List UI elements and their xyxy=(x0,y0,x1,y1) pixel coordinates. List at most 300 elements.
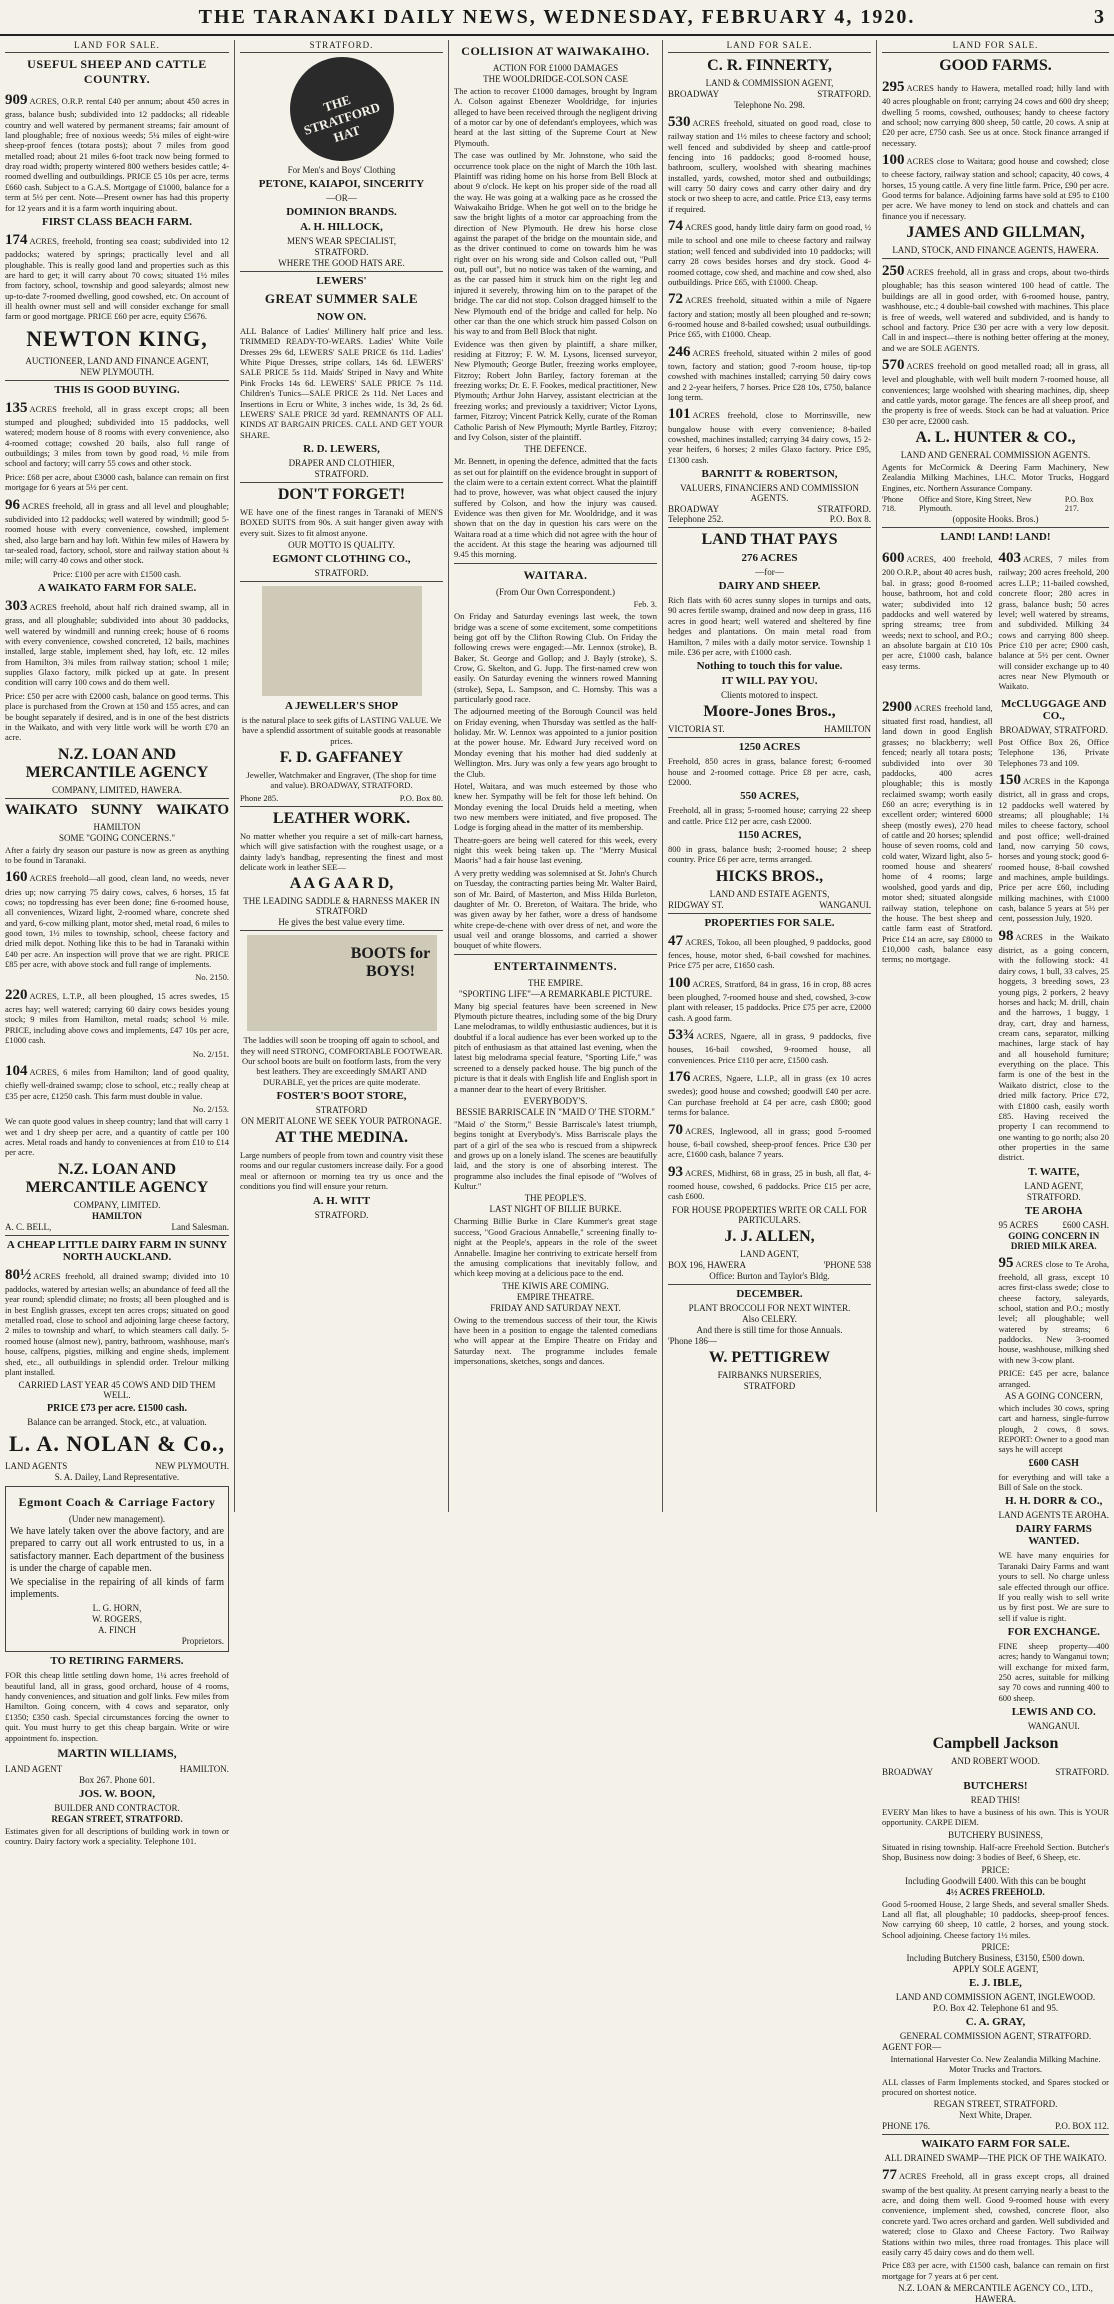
agent-name: E. J. IBLE, xyxy=(969,1976,1022,1989)
hand-illustration xyxy=(262,586,422,696)
listing-text: ACRES Freehold, all in grass except crops, all drained swamp of the best quality. At present carrying nearly a beast to the acre, and doing them well. Good 9-roomed house with every convenience, implement shed, cowshed, concrete floor, also concrete yard. Two acres orchard and garden. Well subdivided and watered; close to Glaxo and Cheese Factory. Two Railway Stations within two miles, three road frontages. This place will easily carry 45 dairy cows and do them well. xyxy=(882,2171,1109,2257)
ad-text: Rich flats with 60 acres sunny slopes in turnips and oats, 90 acres fertile swamp, drained and now deep in grass, 116 acres in good heart; well watered and sheltered by fine hedges and plantations. On main metal road from Hamilton, 7 miles with a daily motor service. Township 1 mile. £36 per acre, with £1000 cash. xyxy=(668,595,871,657)
proprietor: A. FINCH xyxy=(97,1625,136,1636)
agent-subtitle: COMPANY, LIMITED. xyxy=(73,1199,161,1210)
ref-number: No. 2150. xyxy=(195,972,229,983)
lot-number: 160 xyxy=(5,869,28,886)
lot-number: 570 xyxy=(882,357,905,373)
ad-text: —OR— xyxy=(326,193,357,203)
agent-line: BROADWAY STRATFORD. xyxy=(668,504,871,515)
ad-text: EVERY Man likes to have a business of his own. This is YOUR opportunity. CARPE DIEM. xyxy=(882,1807,1109,1828)
agent-place: STRATFORD. xyxy=(314,247,369,257)
listing xyxy=(5,1266,229,1378)
listing-text: ACRES, freehold, fronting sea coast; subdivided into 12 paddocks; watered by springs; practically level and all ploughable. This is really good land and properties such as this are hard to get; it will carry about 70 cows; situated 1½ miles from factory, school, township and good saleyards; almost new up-to-date 7-roomed dwelling, good cowshed, etc. On account of ill health owner must sell and will consider exchange for small farm or good mortgage. PRICE £60 per acre, equity £5676. xyxy=(5,235,229,322)
listing-text: ACRES, 7 miles from railway; 200 acres freehold, 200 acres L.I.P.; 11-bailed cowshed, concrete floor; 280 acres in grass, balance bush; 50 acres level; well watered by streams, and subdivided. Milking 34 cows and carrying 800 sheep. Price £10 per acre; £900 cash, balance at 5½ per cent. Owner will consider exchange up to 40 acres near New Plymouth or Waikato. xyxy=(998,554,1109,692)
agent-place: STRATFORD. xyxy=(314,568,369,579)
listing-text: ACRES freehold—all good, clean land, no weeds, never dries up; now carrying 75 dairy cows, calves, 6 horses, 15 fat cows; no topdressing has ever been done; fine 6-roomed house, all conveniences, Wizard light, 2-roomed whare, concrete shed and yard, 6-cow milking plant, motor shed, metal road, 6 miles to good town, 1½ miles to township, school, cheese factory and dried milk depot. Nothing like this to be had in Taranaki within £40 per acre. An inspection will prove that we are right. PRICE £85 per acre, with above stock and full range of implements. xyxy=(5,873,229,970)
listing-price: £600 CASH xyxy=(1028,1457,1079,1469)
ref-number: No. 2/153. xyxy=(192,1103,229,1114)
agent-name: LEWIS AND CO. xyxy=(1011,1706,1096,1719)
listing-price: Price £83 per acre, with £1500 cash, balance can remain on first mortgage for 7 years at 6 per cent. xyxy=(882,2260,1109,2281)
lot-number: 96 xyxy=(5,496,20,513)
article-text: The adjourned meeting of the Borough Council was held on Friday evening, when Thursday was settled as the half-holiday. Mr. W. Lennox was appointed to a junior position at the power house. Mr. Edward Jury received word on Monday evening that his mother had died suddenly at Wellington. Mrs. Jury was only a few years ago brought to the Club. xyxy=(454,706,657,779)
agent-subtitle: LAND AGENT, xyxy=(1024,1180,1084,1191)
ad-text: Situated in rising township. Half-acre Freehold Section. Butcher's Shop, Business now doing: 3 bodies of Beef, 6 Sheep, etc. xyxy=(882,1841,1109,1863)
ad-subheading: 276 ACRES xyxy=(741,552,798,565)
listing-text: ACRES, Tokoo, all been ploughed, 9 paddocks, good fences, house, motor shed, 6-bail cowshed for machines. Price £75 per acre, £1650 cash. xyxy=(668,936,871,971)
listing-text: ACRES freehold, all in grass except crops; all been stumped and ploughed; subdivided into 15 paddocks, well watered; modern house of 8 rooms with every convenience, also 4-roomed cottage; cowshed 20 bails, also full range of outbuildings; 3 miles from town by good road, ½ mile from school and factory; will carry 55 cows and other stock. xyxy=(5,403,229,469)
section-header: LAND FOR SALE. xyxy=(668,40,871,53)
ad-heading: LAND! LAND! LAND! xyxy=(940,531,1051,544)
agent-name: MARTIN WILLIAMS, xyxy=(57,1745,177,1760)
listing-right xyxy=(999,695,1110,1732)
page-number: 3 xyxy=(1094,6,1104,28)
listing xyxy=(5,399,229,469)
column-2 xyxy=(234,40,448,1512)
agent-line: A. C. BELL, Land Salesman. xyxy=(5,1221,229,1232)
agent-place: REGAN STREET, STRATFORD. xyxy=(933,2099,1058,2110)
agent-place: NEW PLYMOUTH. xyxy=(80,366,154,377)
agent-contact: Box 267. Phone 601. xyxy=(79,1774,155,1785)
listing xyxy=(668,1068,871,1117)
listing-text: ACRES freehold, all in grass and all level and ploughable; subdivided into 12 paddocks; well watered by windmill; good 5-roomed house with every convenience, cowshed, implement shed, also large barn and hay loft. Within few miles of Hawera by tar-sealed road, factory, school, store and railway station about ¾ mile; will carry 40 cows and other stock. xyxy=(5,500,229,566)
article-subheading: THE KIWIS ARE COMING. xyxy=(502,1280,609,1291)
ad-text: 800 in grass, balance bush; 2-roomed house; 2 sheep country. Price £6 per acre, terms arranged. xyxy=(668,844,871,865)
agent-name: N.Z. LOAN AND MERCANTILE AGENCY xyxy=(25,1160,209,1196)
ad-text: is the natural place to seek gifts of LASTING VALUE. We have a splendid assortment of suitable goods at reasonable prices. xyxy=(241,715,442,746)
lot-number: 909 xyxy=(5,92,28,108)
agent-name: Campbell Jackson xyxy=(932,1735,1059,1753)
ad-heading: DECEMBER. xyxy=(736,1287,803,1300)
listing-text: ACRES freehold on good metalled road; all in grass, all level and ploughable, with well built modern 7-roomed house, all conveniences; large woolshed with shearing machines, dip, sheep and cattle yards, motor garage. The fences are all sheep proof, and the property is free of weeds. Stock can be had at valuation. Price £30 per acre, £2000 cash. xyxy=(882,361,1109,426)
lot-number: 72 xyxy=(668,291,683,308)
agent-place: STRATFORD. xyxy=(314,1209,369,1220)
agent-line: 95 ACRES £600 CASH. xyxy=(998,1219,1109,1230)
agent-subtitle: LAND AND COMMISSION AGENT, INGLEWOOD. xyxy=(895,1991,1096,2002)
proprietor-label: Proprietors. xyxy=(181,1636,224,1647)
agent-line: PHONE 176. P.O. BOX 112. xyxy=(882,2121,1109,2132)
article-subheading: BESSIE BARRISCALE IN "MAID O' THE STORM." xyxy=(456,1106,655,1117)
agent-subtitle: AUCTIONEER, LAND AND FINANCE AGENT, xyxy=(25,355,209,366)
ad-heading: USEFUL SHEEP AND CATTLE COUNTRY. xyxy=(27,57,207,86)
agent-place: STRATFORD. xyxy=(1026,1191,1081,1202)
ad-subheading: (Under new management). xyxy=(68,1514,166,1525)
agent-place: STRATFORD xyxy=(315,1105,368,1116)
article-text: Mr. Bennett, in opening the defence, admitted that the facts as set out for plaintiff on the evidence brought in support of the claim were to a certain extent correct. What the plaintiff had to prove, however, was what object caused the injury suffered by Colson, and how the injury was caused. Evidence was then given for Mr. Wooldridge, and it was shown that on the day in question his cars were on the Waitara road at a time which did not agree with the hour of the accident. At this stage the hearing was adjourned till 9.45 this morning. xyxy=(454,456,657,560)
ad-tagline: OUR MOTTO IS QUALITY. xyxy=(288,540,395,551)
agent-contact: Telephone No. 298. xyxy=(734,100,805,110)
ad-text: ALL Balance of Ladies' Millinery half price and less. TRIMMED READY-TO-WEARS. Ladies' White Voile Dresses 29s 6d, LEWERS' SALE PRICE 6s 11d. Ladies' White Pique Dresses, stripe collars, 14s 6d. LEWERS' SALE PRICE 5s 11d. Maids' Striped in Navy and White Pink Frocks 14s 6d. LEWERS' SALE PRICE 7s 11d. Children's Tunics—SALE PRICE 2s 11d. Net Laces and Insertions in Ecru or White, 3 inches wide, 1s 3d, 2s 6d. LEWERS' SALE PRICE 3d yard. REMNANTS OF ALL KINDS AT BARGAIN PRICES. CALL AND GET YOUR SHARE. xyxy=(240,326,443,440)
agent-line: LAND AGENT HAMILTON. xyxy=(5,1763,229,1774)
ad-heading: BUTCHERS! xyxy=(963,1780,1028,1793)
listing xyxy=(5,231,229,322)
agent-subtitle: MEN'S WEAR SPECIALIST, xyxy=(286,236,397,246)
listing xyxy=(999,927,1110,1163)
listing-text: ACRES close to Te Aroha, freehold, all grass, except 10 acres first-class swede; close to cheese factory, saleyards, school, station and P.O.; mostly level; all ploughable; well watered by streams; 6 paddocks. New 3-roomed house, washhouse, milking shed with new 3-cow plant. xyxy=(998,1258,1109,1365)
agent-subtitle: COMPANY, LIMITED, HAWERA. xyxy=(51,784,183,795)
listing-text: ACRES, L.T.P., all been ploughed, 15 acres swedes, 15 acres hay; well watered; carrying 60 dairy cows besides young stock; 9 miles from Hamilton, metal roads; school ½ mile. PRICE, including above cows and implements, £47 10s per acre, £1000 cash. xyxy=(5,990,229,1046)
listing-text: ACRES freehold, situated within a mile of Ngaere factory and station; mostly all been ploughed and re-sown; 6-roomed house and 8-bailed cowshed; usual outbuildings. Price £65, with £1000. Cheap. xyxy=(668,295,871,340)
ad-heading: NOW ON. xyxy=(316,311,367,323)
article-text: A very pretty wedding was solemnised at St. John's Church on Tuesday, the contracting parties being Mr. Walter Baird, son of Mr. Baird, of Masterton, and Miss Hilda Burleton, daughter of Mr. O. Brereton, of Waitara. The bride, who was given away by her father, wore a dress of handsome white crepe-de-chene with over dress of net, and wore the usual veil and orange blossoms, and carried a shower bouquet of white flowers. xyxy=(454,867,657,951)
agent-line: BROADWAY STRATFORD. xyxy=(668,89,871,99)
agent-contact: 'Phone 186— xyxy=(668,1335,717,1346)
article-subheading: ACTION FOR £1000 DAMAGES xyxy=(492,63,619,73)
agent-contact: Post Office Box 26, Office Telephone 136, Private Telephones 73 and 109. xyxy=(998,736,1109,768)
listing-text: ACRES freehold, about half rich drained swamp, all in grass, and all ploughable; subdivided into about 30 paddocks, well watered by windmill and running creek; house of 6 rooms with every convenience, cowshed concreted, 12 bails, machines installed, large stable, implement shed, hay loft, etc. 12 miles from Hamilton, 3¾ miles from railway station; school 1 mile; supplies Glaxo factory, milk picked up at gate. In present condition will carry 100 cows and do them well. xyxy=(5,601,229,688)
agent-contact: P.O. Box 42. Telephone 61 and 95. xyxy=(932,2002,1059,2013)
listing-text: ACRES, Midhirst, 68 in grass, 25 in bush, all flat, 4-roomed house, cowshed, 6 paddocks. Price £15 per acre, cash £600. xyxy=(668,1167,871,1202)
listing xyxy=(5,868,229,969)
ad-heading: A JEWELLER'S SHOP xyxy=(284,700,399,713)
ad-heading: WAIKATO SUNNY WAIKATO xyxy=(5,801,229,818)
ad-text: FOR HOUSE PROPERTIES WRITE OR CALL FOR PARTICULARS. xyxy=(672,1204,867,1225)
listing xyxy=(668,1026,871,1065)
lot-number: 530 xyxy=(668,114,691,130)
boots-illustration xyxy=(247,935,437,1031)
listing-price: PRICE: £45 per acre, balance arranged. xyxy=(998,1368,1109,1389)
ad-subheading: CARRIED LAST YEAR 45 COWS AND DID THEM WELL. xyxy=(18,1380,216,1401)
listing xyxy=(882,549,993,692)
agent-name: W. PETTIGREW xyxy=(708,1348,831,1366)
listing-text: ACRES freehold land, situated first road, handiest, all land down in good English grasses; no blackberry; well fenced; nearly all totara posts; subdivided into over 30 paddocks, 400 acres ploughable; this is mostly reclaimed swamp; worth easily £60 an acre; everything is in excellent order; wintered 6000 sheep (mostly ewes), 270 head of cattle and 20 horses; splendid house of seven rooms, cold and cold water, Wizard light, also 5-roomed house and shearers' home of 4 rooms; large woolshed, good yards and dip, motor shed; situated alongside railway station, telephone on the house. The best sheep and cattle farm east of Stratford. Price £14 an acre, say £8000 to £10,000 cash, balance easy terms; no mortgage. xyxy=(882,702,993,965)
ad-heading: DOMINION BRANDS. xyxy=(286,206,397,218)
agent-place: STRATFORD. xyxy=(314,468,369,479)
column-1 xyxy=(0,40,234,1847)
listing-text: ACRES, O.R.P. rental £40 per annum; about 450 acres in grass, balance bush; subdivided into 12 paddocks; all rideable country and well watered by permanent streams; fair amount of land ploughable; free of noxious weeds; 5¼ miles of eight-wire sheep-proof fences (totara posts); about 7 miles from good metalled road; about 21 miles 6-foot track now being formed to dray road width; property wintered 800 wethers besides cattle; 4-roomed dwelling and outbuildings. PRICE £5 10s per acre, terms £660 cash. Subject to a G.A.S. Mortgage of £1000, balance for a term at 5½ per cent. Note—Present owner has had this property for 12 years and it is a farm worth inquiring about. xyxy=(5,96,229,213)
listing-pair xyxy=(882,546,1109,695)
ad-heading: GREAT SUMMER SALE xyxy=(264,291,419,306)
ad-text: Clients motored to inspect. xyxy=(721,690,818,701)
article-text: Theatre-goers are being well catered for this week, every night this week being taken up. The "Merry Musical Maoris" had a fair house last evening. xyxy=(454,834,657,866)
agent-contact: (opposite Hooks. Bros.) xyxy=(952,514,1039,525)
agent-name: L. A. NOLAN & Co., xyxy=(8,1431,225,1457)
ad-heading: A WAIKATO FARM FOR SALE. xyxy=(37,581,197,594)
article-subheading: THE EMPIRE. xyxy=(528,977,583,988)
ad-text: AGENT FOR— xyxy=(882,2041,942,2052)
lot-number: 303 xyxy=(5,597,28,614)
agent-subtitle: THE LEADING SADDLE & HARNESS MAKER IN STRATFORD xyxy=(243,896,440,917)
lot-number: 104 xyxy=(5,1062,28,1079)
ad-heading: TO RETIRING FARMERS. xyxy=(50,1655,184,1668)
listing xyxy=(999,1254,1110,1366)
ad-subheading: IT WILL PAY YOU. xyxy=(721,675,818,688)
listing xyxy=(882,262,1109,353)
ad-subheading: BUTCHERY BUSINESS, xyxy=(948,1829,1043,1840)
listing-text: ACRES in the Kaponga district, all in grass and crops, 12 paddocks well watered by streams; all ploughable; 1¾ miles to cheese factory, school and post office; well-drained land, now carrying 50 cows, horses and young stock; good 6-roomed house, 8-bail cowshed and machines, ample buildings. Price per acre £60, including milking machines, with £1000 cash, balance 5 years at 5½ per cent, possession July, 1920. xyxy=(998,775,1109,924)
ad-heading: LAND THAT PAYS xyxy=(701,531,838,549)
listing xyxy=(882,151,1109,221)
agent-name: A A G A A R D, xyxy=(289,875,394,893)
lot-number: 70 xyxy=(668,1121,683,1138)
agent-line: LAND AGENTS NEW PLYMOUTH. xyxy=(5,1461,229,1472)
ad-tagline: WHERE THE GOOD HATS ARE. xyxy=(278,258,405,268)
ad-text: Including Goodwill £400. With this can be bought xyxy=(905,1875,1086,1886)
article-subheading: (From Our Own Correspondent.) xyxy=(496,586,615,597)
lot-number: 100 xyxy=(668,974,691,991)
ad-text: FOR this cheap little settling down home, 1¼ acres freehold of beautiful land, all in grass, good orchard, house of 4 rooms, handy conveniences, and situation and golf links. Few miles from Hamilton. Going concern, with 4 cows and separator, only £1350; £350 cash. Special circumstances forcing the owner to quit. You must hurry to get this cheap bargain. Write or wire appointment fo. inspection. xyxy=(5,1670,229,1743)
agent-name: T. WAITE, xyxy=(1028,1165,1080,1178)
ad-text: FINE sheep property—400 acres; handy to Wanganui town; will exchange for mixed farm, 250 acres, suitable for milking say 70 cows and running 400 to 600 sheep. xyxy=(998,1640,1109,1703)
listing-text: ACRES, Inglewood, all in grass; good 5-roomed house, 6-bail cowshed, sheep-proof fences. Price £30 per acre, £1600 cash, balance 7 years. xyxy=(668,1125,871,1160)
lot-number: 600 xyxy=(882,550,905,567)
agent-name: N.Z. LOAN AND MERCANTILE AGENCY xyxy=(25,745,209,781)
agent-subtitle: AND ROBERT WOOD. xyxy=(951,1756,1040,1767)
proprietor: W. ROGERS, xyxy=(92,1614,142,1625)
ad-heading: LEATHER WORK. xyxy=(272,809,411,827)
listing-text: ACRES, 400 freehold, 200 O.R.P., about 40 acres bush, bal. in grass; good 8-roomed house, bathroom, hot and cold water; subdivided into 12 paddocks and well watered by spring streams; tree from weeds; next to school, and P.O.; an absolute bargain at £10 10s per acre, £1000 cash, balance easy terms. xyxy=(882,554,993,671)
ad-subheading: AS A GOING CONCERN, xyxy=(1004,1390,1103,1401)
listing-text: ACRES freehold, close to Morrinsville, new bungalow house with every convenience; 8-bailed cowshed, machines installed; carrying 34 dairy cows, 15 2-year heifers, 6 horses; 2 miles Glaxo factory. Price £95, £1300 cash. xyxy=(668,410,871,465)
listing xyxy=(882,356,1109,426)
article-text: "Maid o' the Storm," Bessie Barriscale's latest triumph, begins tonight at Everybody's. Miss Barriscale plays the part of a girl of the sea who is rescued from a shipwreck and grows up on a lonely island. The scenes are beautifully laid, and the story is one of absorbing interest. The programme also includes the final episode of "Wolves of Kultur." xyxy=(454,1118,657,1192)
listing-text: ACRES close to Waitara; good house and cowshed; close to cheese factory, railway station and school; capacity, 40 cows, 4 horses, 15 young cattle. A very fine little farm. Price, £90 per acre. Good terms for balance. Adjoining farms have sold at £95 to £100 per acre. We have money to lend on stock and chattels and can finance you if necessary. xyxy=(882,156,1109,221)
listing-text: ACRES freehold, situated on good road, close to railway station and 1½ miles to cheese factory and school; well fenced and subdivided by sheep and cattle-proof fencing into 16 paddocks; good 8-roomed house, bathroom, scullery, woolshed with shearing machines installed, yards, cowshed, motor shed and outbuildings; will carry 50 dairy cows and carry other dairy and dry stock or two sheep to acre, and cattle. Price £13, easy terms if required. xyxy=(668,118,871,214)
listing xyxy=(5,986,229,1046)
agent-name: FOSTER'S BOOT STORE, xyxy=(276,1090,407,1103)
ad-text: ALL classes of Farm Implements stocked, and Spares stocked or procured on shortest notice. xyxy=(882,2076,1109,2098)
ad-text: Good 5-roomed House, 2 large Sheds, and several smaller Sheds. Land all flat, all ploughable; 10 paddocks, sheep-proof fences. Now carrying 60 sheep, 10 cattle, 2 horses, and young stock. School adjoining. Cheese factory 1½ miles. xyxy=(882,1898,1109,1940)
article-subheading: EVERYBODY'S. xyxy=(523,1095,588,1106)
ad-tagline: ON MERIT ALONE WE SEEK YOUR PATRONAGE. xyxy=(241,1116,442,1127)
agent-name: JAMES AND GILLMAN, xyxy=(906,224,1085,242)
listing xyxy=(999,549,1110,692)
agent-name: NEWTON KING, xyxy=(26,325,208,351)
agent-name: C. R. FINNERTY, xyxy=(707,57,832,74)
agent-line: LAND AGENTS TE AROHA. xyxy=(998,1510,1109,1521)
egmont-ad xyxy=(5,1486,229,1652)
lot-number: 135 xyxy=(5,399,28,416)
agent-line: BROADWAY STRATFORD. xyxy=(882,1767,1109,1778)
ad-heading: GOOD FARMS. xyxy=(939,57,1052,74)
listing xyxy=(668,974,871,1023)
lot-number: 47 xyxy=(668,932,683,949)
agent-name: H. H. DORR & CO., xyxy=(1005,1495,1103,1508)
lot-number: 98 xyxy=(998,927,1014,944)
article-subheading: "SPORTING LIFE"—A REMARKABLE PICTURE. xyxy=(458,988,653,999)
article-text: The case was outlined by Mr. Johnstone, who said the occurrence took place on the night of March the 10th last. Plaintiff was riding home on his horse from Bell Block at about 9 o'clock. He kept on his proper side of the road all the way. He was going at a walking pace as he crossed the Waiwakaiho Bridge. When he got well on to the bridge he saw the bright lights of a motor car approaching from the direction of New Plymouth. He drew his horse close against the parapet of the bridge on the mountain side, and as the driver continued to come on towards him he was right over on his wrong side and Colson called out, "Pull out, pull out", but no notice was taken of the warning, and as the car passed him it struck him on the right leg and injured it severely, throwing him on to the parapet of the bridge. The car did not stop. Colson dragged himself to the New Plymouth end of the bridge and called for help. No other car than the one which struck him passed Colson on his way to and from Bell Block that night. xyxy=(454,150,657,337)
ad-subheading: 1150 ACRES, xyxy=(737,829,802,842)
agent-name: Moore-Jones Bros., xyxy=(703,703,836,721)
ad-text: APPLY SOLE AGENT, xyxy=(952,1963,1039,1974)
section-header: LAND FOR SALE. xyxy=(5,40,229,53)
article-text: Charming Billie Burke in Clare Kummer's great stage success, "Good Gracious Annabelle," screening finally to-night at the People's, appears in the role of the sweet Annabelle. Imagine her contriving to extricate herself from the amusing complications that inevitably follow, and which keep moving at a delicious pace to the end. xyxy=(454,1216,657,1279)
ad-heading: Egmont Coach & Carriage Factory xyxy=(18,1495,216,1510)
ad-heading: A CHEAP LITTLE DAIRY FARM IN SUNNY NORTH AUCKLAND. xyxy=(6,1238,228,1263)
ad-subheading: ALL DRAINED SWAMP—THE PICK OF THE WAIKATO. xyxy=(884,2153,1107,2164)
ad-place: HAMILTON xyxy=(93,821,141,832)
ad-heading: BOOTS for BOYS! xyxy=(350,945,431,981)
lot-number: 74 xyxy=(668,218,683,235)
article-heading: WAITARA. xyxy=(523,567,588,582)
agent-name: JOS. W. BOON, xyxy=(78,1787,156,1800)
listing xyxy=(668,1163,871,1202)
listing xyxy=(668,932,871,971)
article-text: Owing to the tremendous success of their tour, the Kiwis have been in a position to engage the talented comedians who will appear at the Empire Theatre on Friday and Saturday next. The programme includes female impersonations, sketches, songs and dances. xyxy=(454,1314,657,1367)
article-subheading: LAST NIGHT OF BILLIE BURKE. xyxy=(489,1204,622,1215)
agent-name: N.Z. LOAN & MERCANTILE AGENCY CO., LTD., xyxy=(898,2282,1093,2293)
agent-place: HAWERA. xyxy=(974,2293,1017,2304)
article-subheading: EMPIRE THEATRE. xyxy=(516,1291,595,1302)
article-subheading: THE WOOLDRIDGE-COLSON CASE xyxy=(483,74,628,84)
ad-heading: FOR EXCHANGE. xyxy=(1007,1625,1100,1638)
ref-number: No. 2/151. xyxy=(192,1048,229,1059)
ad-text: Agents for McCormick & Deering Farm Machinery, New Zealandia Milking Machines, LH.C. Motor Trucks, Hoggard Engines, etc. Northern Assurance Company. xyxy=(882,462,1109,493)
agent-name: C. A. GRAY, xyxy=(965,2015,1026,2028)
agent-line: 'Phone 718. Office and Store, King Street, New Plymouth. P.O. Box 217. xyxy=(882,495,1094,514)
agent-place: Next White, Draper. xyxy=(959,2110,1032,2121)
ad-subheading: 550 ACRES, xyxy=(740,790,799,803)
agent-place: STRATFORD xyxy=(743,1380,796,1391)
article-text: Hotel, Waitara, and was much esteemed by those who knew her. Sympathy will be felt for those left behind. On Monday evening the local Druids held a meeting, when two new members were initiated, and five proposed. The Lodge is forging ahead in the matter of its membership. xyxy=(454,780,657,833)
ad-subheading: PRICE: xyxy=(981,1864,1010,1875)
lot-number: 2900 xyxy=(882,698,912,715)
ad-text: WE have one of the finest ranges in Taranaki of MEN'S BOXED SUITS from 90s. A suit hanger given away with every suit. Sizes to fit almost anyone. xyxy=(240,506,443,538)
ad-text: —for— xyxy=(755,567,784,578)
ad-heading: THIS IS GOOD BUYING. xyxy=(54,383,180,396)
listing-text: ACRES good, handy little dairy farm on good road, ½ mile to school and one mile to cheese factory and railway station; well fenced and subdivided into 10 paddocks; will carry 28 cows besides horses and dry stock. Good 4-roomed cottage, cow shed, and machine and cow shed, also outbuildings. Price £65, with £1000. Cheap. xyxy=(668,222,871,287)
article-text: The action to recover £1000 damages, brought by Ingram A. Colson against Ebenezer Wooldridge, for injuries alleged to have been received through the negligent driving of a motor car by one of defendant's employees, which was heard at the last sitting of the Supreme Court at New Plymouth. xyxy=(454,86,657,148)
ad-text: After a fairly dry season our pasture is now as green as anything to be found in Taranaki. xyxy=(5,844,229,865)
section-header: STRATFORD. xyxy=(240,40,443,53)
listing-price: PRICE £73 per acre. £1500 cash. xyxy=(47,1403,187,1415)
agent-subtitle: LAND AND ESTATE AGENTS, xyxy=(709,888,830,899)
lot-number: 80½ xyxy=(5,1266,32,1283)
lot-number: 150 xyxy=(998,771,1021,788)
ad-text: No matter whether you require a set of milk-cart harness, which will give satisfaction with the roughest usage, or a dainty lady's handbag, representing the finest and most delicate work in leather SEE— xyxy=(240,830,443,872)
agent-subtitle: LAND AGENT, xyxy=(740,1248,799,1259)
ad-subheading: GOING CONCERN IN DRIED MILK AREA. xyxy=(1008,1230,1100,1251)
ad-text: Including Butchery Business, £3150, £500 down. xyxy=(906,1952,1085,1963)
lot-number: 53¾ xyxy=(668,1027,695,1044)
ad-subheading: DAIRY AND SHEEP. xyxy=(718,580,821,593)
column-5 xyxy=(876,40,1114,2304)
listing xyxy=(5,91,229,213)
lot-number: 77 xyxy=(882,2167,897,2184)
agent-name: J. J. ALLEN, xyxy=(724,1227,815,1245)
agent-contact: Office: Burton and Taylor's Bldg. xyxy=(709,1270,830,1281)
lot-number: 93 xyxy=(668,1163,683,1180)
ad-text: for everything and will take a Bill of Sale on the stock. xyxy=(998,1471,1109,1493)
agent-subtitle: LAND AND GENERAL COMMISSION AGENTS. xyxy=(900,450,1091,461)
ad-subheading: PRICE: xyxy=(981,1941,1010,1952)
agent-place: WANGANUI. xyxy=(1027,1721,1080,1732)
ad-text: We can quote good values in sheep country; land that will carry 1 wet and 1 dry sheep per acre, and a quantity of cattle per 100 acres. Metal roads and handy to conveniences at from £10 to £14 per acre. xyxy=(5,1116,229,1158)
agent-name: A. H. WITT xyxy=(312,1194,371,1207)
column-3 xyxy=(448,40,662,1512)
ad-heading: LEWERS' xyxy=(316,275,367,287)
masthead xyxy=(0,0,1114,36)
ad-text: Also CELERY. xyxy=(742,1313,797,1324)
agent-subtitle: LAND, STOCK, AND FINANCE AGENTS, HAWERA. xyxy=(892,245,1099,256)
ad-heading: TE AROHA xyxy=(1024,1204,1083,1217)
ad-heading: WAIKATO FARM FOR SALE. xyxy=(921,2138,1070,2151)
ad-text: Freehold, 850 acres in grass, balance forest; 6-roomed house and 2-roomed cottage. Price £8 per acre, cash, £2000. xyxy=(668,756,871,787)
ad-text: Estimates given for all descriptions of building work in town or country. Dairy factory work a speciality. Telephone 101. xyxy=(5,1825,229,1847)
ad-text: International Harvester Co. New Zealandia Milking Machine. Motor Trucks and Tractors. xyxy=(890,2053,1101,2075)
article-subheading: THE DEFENCE. xyxy=(524,444,587,455)
listing-text: ACRES in the Waikato district, as a going concern, with the following stock: 41 dairy cows, 1 bull, 33 calves, 25 hoggets, 3 breeding sows, 23 young pigs, 2 porkers, 2 heavy horses and hack; M. drill, chain and the harrows, 1 buggy, 1 dray, cart, dray and harness, cream cans, separator, milking machines, large stack of hay and all household furniture; everything on the place. This farm is one of the best in the Waikato district, close to the dried milk factory. Price £72, with £1800 cash, easily worth £85. Having received the property I can recommend to one wanting to go north; also 20 other properties in the same district. xyxy=(998,931,1109,1163)
hat-logo: THE STRATFORD HAT xyxy=(290,57,394,161)
ad-subheading: SOME "GOING CONCERNS." xyxy=(58,832,176,843)
listing-price: Price: £68 per acre, about £3000 cash, balance can remain on first mortgage for 6 years at 5½ per cent. xyxy=(5,471,229,493)
listing xyxy=(999,771,1110,924)
listing xyxy=(882,2166,1109,2257)
agent-name: A. H. HILLOCK, xyxy=(300,221,383,233)
article-subheading: FRIDAY AND SATURDAY NEXT. xyxy=(490,1302,621,1313)
ad-subheading: 1250 ACRES xyxy=(738,741,801,754)
listing xyxy=(668,113,871,214)
ad-text: For Men's and Boys' Clothing xyxy=(287,165,396,175)
lot-number: 246 xyxy=(668,343,691,360)
listing-text: ACRES, Stratford, 84 in grass, 16 in crop, 88 acres been ploughed, 7-roomed house and shed, cowshed, 3-cow plant with releaser, 15 paddocks. Price £75 per acre, £2000 cash. A good farm. xyxy=(668,978,871,1023)
agent-subtitle: GENERAL COMMISSION AGENT, STRATFORD. xyxy=(899,2030,1092,2041)
lot-number: 250 xyxy=(882,263,905,280)
ad-subheading: 4½ ACRES FREEHOLD. xyxy=(946,1886,1045,1897)
ad-text: Large numbers of people from town and country visit these rooms and our regular customers increase daily. For a good meal or afternoon or morning tea try us once and the conditions you find will ensure your return. xyxy=(240,1150,443,1192)
lot-number: 101 xyxy=(668,406,691,423)
ad-text: And there is still time for those Annuals. xyxy=(696,1324,843,1335)
listing xyxy=(882,698,993,1729)
ad-text: Balance can be arranged. Stock, etc., at valuation. xyxy=(27,1417,207,1428)
agent-subtitle: Jeweller, Watchmaker and Engraver, (The shop for time and value). BROADWAY, STRATFORD. xyxy=(246,770,437,791)
ad-text: PLANT BROCCOLI FOR NEXT WINTER. xyxy=(688,1302,851,1313)
ad-subheading: Nothing to touch this for value. xyxy=(696,660,843,673)
ad-heading: FIRST CLASS BEACH FARM. xyxy=(42,215,192,228)
agent-subtitle: FAIRBANKS NURSERIES, xyxy=(717,1369,822,1380)
listing xyxy=(668,217,871,287)
listing-text: ACRES handy to Hawera, metalled road; hilly land with 40 acres ploughable on front; carrying 24 cows and 600 dry sheep; dwelling 5 rooms, cowshed, outhouses; handy to cheese factory and school; now carrying 800 sheep, 50 cattle, 20 cows. A snip at £20 per acre, £750 cash. See us at once. Stock finance arranged if necessary. xyxy=(882,83,1109,148)
ad-text: Freehold, all in grass; 5-roomed house; carrying 22 sheep and cattle. Price £12 per acre, cash £2000. xyxy=(668,805,871,826)
masthead-title: THE TARANAKI DAILY NEWS, WEDNESDAY, FEBRUARY 4, 1920. xyxy=(198,6,916,28)
lot-number: 220 xyxy=(5,986,28,1003)
ad-text: The laddies will soon be trooping off again to school, and they will need STRONG, COMFORTABLE FOOTWEAR. Our school boots are built on footform lasts, from the very best leathers. They are exceedingly SMART AND DURABLE, yet the prices are quite moderate. xyxy=(240,1035,443,1087)
lot-number: 95 xyxy=(998,1254,1014,1271)
listing xyxy=(882,78,1109,148)
listing-text: ACRES, Ngaere, L.I.P., all in grass (ex 10 acres swedes); good house and cowshed; goodwill £40 per acre. Can purchase freehold at £4 per acre, cash £800; good terms for balance. xyxy=(668,1073,871,1118)
article-heading: COLLISION AT WAIWAKAIHO. xyxy=(461,44,650,58)
listing xyxy=(668,405,871,465)
ad-text: We have lately taken over the above factory, and are prepared to carry out all work entrusted to us, in a satisfactory manner. Each department of the business is under the charge of capable men. xyxy=(10,1526,224,1574)
listing-text: ACRES, 6 miles from Hamilton; land of good quality, chiefly well-drained swamp; close to school, etc.; really cheap at £35 per acre, £1250 cash. This farm must double in value. xyxy=(5,1066,229,1101)
ad-heading: DON'T FORGET! xyxy=(277,485,406,503)
agent-place: REGAN STREET, STRATFORD. xyxy=(51,1813,183,1824)
agent-name: F. D. GAFFANEY xyxy=(279,749,404,767)
lot-number: 176 xyxy=(668,1069,691,1086)
agent-line: Telephone 252. P.O. Box 8. xyxy=(668,514,871,525)
listing-price: Price: £50 per acre with £2000 cash, balance on good terms. This place is purchased from the Crown at 150 and 155 acres, and can be bought separately if desired, and is in one of the best districts in the Waikato, and with very little work will be worth £70 an acre. xyxy=(5,690,229,743)
agent-line: Phone 285. P.O. Box 80. xyxy=(240,792,443,803)
agent-line: RIDGWAY ST. WANGANUI. xyxy=(668,899,871,910)
agent-name: A. L. HUNTER & CO., xyxy=(915,429,1076,447)
ad-heading: PROPERTIES FOR SALE. xyxy=(704,916,835,929)
agent-subtitle: LAND & COMMISSION AGENT, xyxy=(705,78,834,88)
agent-name: BARNITT & ROBERTSON, xyxy=(701,468,838,481)
lot-number: 403 xyxy=(998,550,1021,567)
column-4 xyxy=(662,40,876,1512)
agent-name: R. D. LEWERS, xyxy=(303,442,380,455)
listing xyxy=(668,290,871,339)
section-header: LAND FOR SALE. xyxy=(882,40,1109,53)
article-text: Evidence was then given by plaintiff, a share milker, residing at Fitzroy; F. W. M. Lysons, licensed surveyor, New Plymouth; George Butler, freezing works employee, Fitzroy; Robert John Bartley, factory foreman at the freezing works; Dr. E. F. Fookes, medical practitioner, New Plymouth; Arthur John Harvey, assistant electrician at the freezing works; and previously a taxidriver; Victor Lyons, farmer, Fitzroy; Vincent Patrick Kelly, curate of the Roman Catholic Parish of New Plymouth; Myrtle Bartley, Fitzroy; and Ivy Colson, sister of the plaintiff. xyxy=(454,338,657,442)
listing-text: ACRES freehold, all drained swamp; divided into 10 paddocks, watered by artesian wells; an abundance of feed all the year round; splendid climate; no frosts; all been ploughed and is in best English grasses, except ten acres crops; situated on good metalled road, close to school and adjoining large cheese factory, 2 miles to township and wharf, to which steamers call daily. 5-roomed house (almost new), pantry, bathroom, washhouse, man's house, calfpens, pigsties, milking and engine sheds, implement shed, etc., all outbuildings in splendid order. Trelour milking plant installed. xyxy=(5,1270,229,1377)
agent-subtitle: DRAPER AND CLOTHIER, xyxy=(288,457,395,468)
listing xyxy=(5,1062,229,1101)
agent-name: McCLUGGAGE AND CO., xyxy=(1001,697,1107,722)
ad-heading: AT THE MEDINA. xyxy=(275,1129,408,1147)
agent-place: HAMILTON xyxy=(91,1210,142,1221)
listing-text: ACRES, Ngaere, all in grass, 9 paddocks, five houses, 16-bail cowshed, 9-roomed house, all conveniences. Price £110 per acre, £1500 cash. xyxy=(668,1031,871,1065)
